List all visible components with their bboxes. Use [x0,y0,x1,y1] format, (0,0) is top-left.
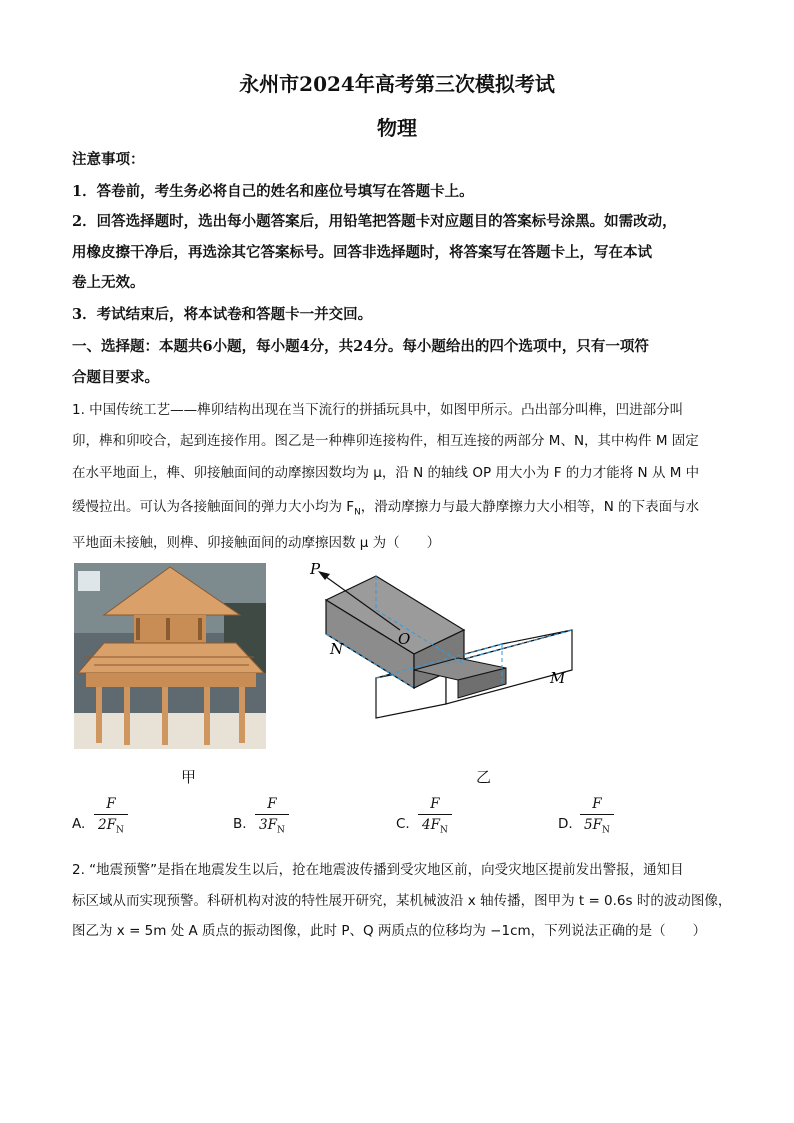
section-1-heading-line-2: 合题目要求。 [72,369,159,386]
figure-caption-left: 甲 [181,768,197,786]
q2-line-3: 图乙为 x = 5m 处 A 质点的振动图像，此时 P、Q 两质点的位移均为 −1cm，下列说法正确的是（ ） [72,923,707,939]
fraction-denominator: 5F [584,817,602,833]
notes-heading: 注意事项： [72,151,145,168]
option-label: B. [233,816,247,832]
note-item-2-line-3: 卷上无效。 [72,274,145,291]
option-fraction [255,796,289,836]
label-m: M [550,669,566,687]
fraction-numerator: F [430,796,440,812]
q1-line-4 [72,497,724,523]
option-fraction [580,796,614,836]
q1-line-3: 在水平地面上，榫、卯接触面间的动摩擦因数均为 μ，沿 N 的轴线 OP 用大小为 F 的力才能将 N 从 M 中 [72,465,700,481]
fraction-subscript: N [601,825,610,836]
option-fraction [418,796,452,836]
option-fraction [94,796,128,836]
q1-line-1: 1. 中国传统工艺——榫卯结构出现在当下流行的拼插玩具中，如图甲所示。凸出部分叫榫，凹进部分叫 [72,402,684,418]
note-item-2-line-2: 用橡皮擦干净后，再选涂其它答案标号。回答非选择题时，将答案写在答题卡上，写在本试 [72,244,652,261]
fraction-subscript: N [276,825,285,836]
label-n: N [330,640,344,658]
subject-title: 物理 [377,116,417,140]
option-label: A. [72,816,86,832]
mortise-tenon-diagram [300,558,590,738]
fraction-numerator: F [267,796,277,812]
fraction-denominator: 3F [259,817,277,833]
q2-line-1: 2. “地震预警”是指在地震发生以后，抢在地震波传播到受灾地区前，向受灾地区提前发出警报，通知目 [72,862,684,878]
option-label: D. [558,816,573,832]
option-label: C. [396,816,410,832]
fraction-numerator: F [106,796,116,812]
note-item-2-line-1: 2．回答选择题时，选出每小题答案后，用铅笔把答题卡对应题目的答案标号涂黑。如需改动， [72,213,677,230]
fraction-subscript: N [115,825,124,836]
label-o: O [398,630,411,648]
figure-caption-right: 乙 [476,768,492,786]
label-p: P [310,560,321,578]
note-item-3: 3．考试结束后，将本试卷和答题卡一并交回。 [72,306,373,323]
fraction-subscript: N [439,825,448,836]
q1-line-2: 卯，榫和卯咬合，起到连接作用。图乙是一种榫卯连接构件，相互连接的两部分 M、N，其中构件 M 固定 [72,433,699,449]
pavilion-photo [74,563,266,749]
q1-line-4-subscript: N [354,507,361,518]
note-item-1: 1．答卷前，考生务必将自己的姓名和座位号填写在答题卡上。 [72,183,474,200]
fraction-denominator: 2F [98,817,116,833]
section-1-heading-line-1: 一、选择题：本题共6小题，每小题4分，共24分。每小题给出的四个选项中，只有一项符 [72,338,649,355]
fraction-denominator: 4F [422,817,440,833]
q1-line-4-rest: ，滑动摩擦力与最大静摩擦力大小相等，N 的下表面与水 [360,499,700,515]
q1-line-5: 平地面未接触，则榫、卯接触面间的动摩擦因数 μ 为（ ） [72,535,441,551]
q1-line-4-text: 缓慢拉出。可认为各接触面间的弹力大小均为 F [72,499,355,515]
fraction-numerator: F [592,796,602,812]
exam-title: 永州市2024年高考第三次模拟考试 [239,72,555,96]
q2-line-2: 标区域从而实现预警。科研机构对波的特性展开研究，某机械波沿 x 轴传播，图甲为 t = 0.6s 时的波动图像， [72,893,732,909]
